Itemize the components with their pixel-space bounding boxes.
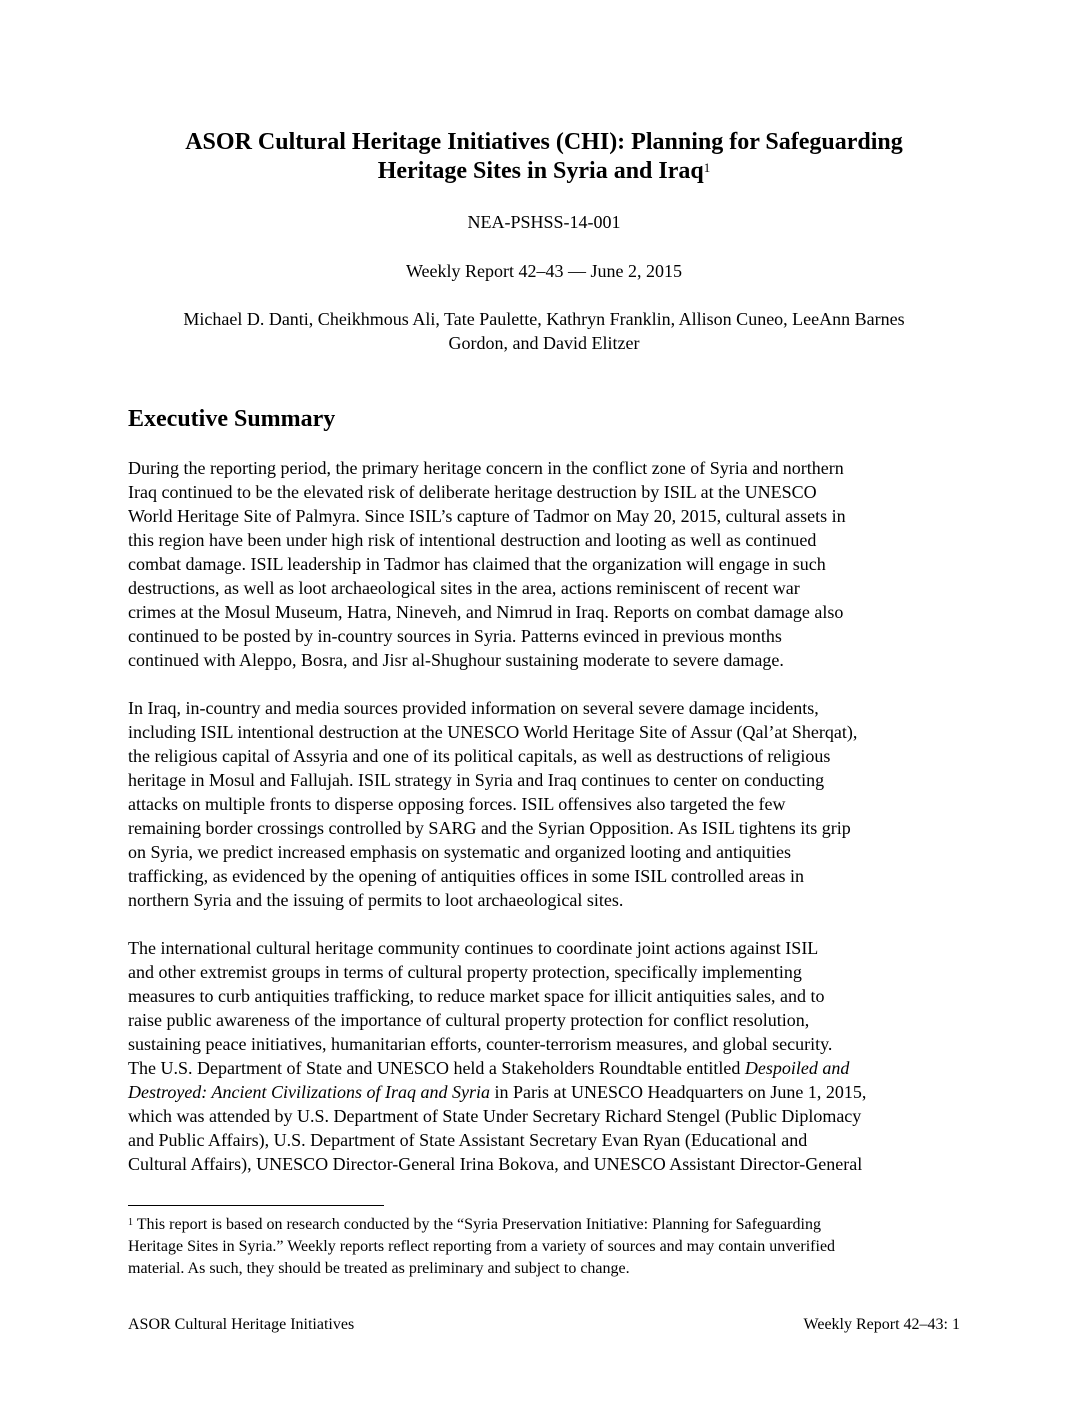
footnote-marker: 1 [128, 1217, 133, 1228]
paragraph-line: During the reporting period, the primary heritage concern in the conflict zone of Syria and northern [128, 458, 844, 478]
paragraph-line: heritage in Mosul and Fallujah. ISIL strategy in Syria and Iraq continues to center on conducting [128, 770, 825, 790]
paragraph-line: crimes at the Mosul Museum, Hatra, Nineveh, and Nimrud in Iraq. Reports on combat damage also [128, 602, 844, 622]
title-line-2 [130, 157, 958, 186]
paragraph-line: The international cultural heritage community continues to coordinate joint actions against ISIL [128, 938, 819, 958]
paragraph-line: raise public awareness of the importance of cultural property protection for conflict resolution, [128, 1010, 810, 1030]
document-title [130, 128, 958, 186]
paragraph-line: sustaining peace initiatives, humanitarian efforts, counter-terrorism measures, and global security. [128, 1034, 833, 1054]
paragraph-line [128, 1056, 960, 1080]
paragraph-line: this region have been under high risk of intentional destruction and looting as well as continued [128, 530, 817, 550]
title-line-1: ASOR Cultural Heritage Initiatives (CHI): Planning for Safeguarding [185, 129, 903, 155]
paragraph-line: continued with Aleppo, Bosra, and Jisr al-Shughour sustaining moderate to severe damage. [128, 650, 784, 670]
footer-page-number: Weekly Report 42–43: 1 [803, 1316, 960, 1333]
paragraph-line: the religious capital of Assyria and one of its political capitals, as well as destructions of religious [128, 746, 831, 766]
paragraph-line: Cultural Affairs), UNESCO Director-General Irina Bokova, and UNESCO Assistant Director-General [128, 1154, 863, 1174]
footnote-line [128, 1214, 960, 1236]
paragraph-line: trafficking, as evidenced by the opening of antiquities offices in some ISIL controlled areas in [128, 866, 804, 886]
report-date-line: Weekly Report 42–43 — June 2, 2015 [405, 261, 682, 281]
paragraph-line: Iraq continued to be the elevated risk of deliberate heritage destruction by ISIL at the UNESCO [128, 482, 817, 502]
paragraph-line: continued to be posted by in-country sources in Syria. Patterns evinced in previous months [128, 626, 782, 646]
paragraph-text: The U.S. Department of State and UNESCO held a Stakeholders Roundtable entitled [128, 1058, 745, 1078]
paragraph-line: and Public Affairs), U.S. Department of State Assistant Secretary Evan Ryan (Educational and [128, 1130, 808, 1150]
paragraph-line: In Iraq, in-country and media sources provided information on several severe damage incidents, [128, 698, 819, 718]
authors-line-2: Gordon, and David Elitzer [448, 333, 640, 353]
paragraph-line: measures to curb antiquities trafficking, to reduce market space for illicit antiquities sales, and to [128, 986, 825, 1006]
footnote-1 [128, 1214, 960, 1280]
paragraph-text: in Paris at UNESCO Headquarters on June 1, 2015, [489, 1082, 867, 1102]
paragraph-1 [128, 456, 960, 672]
paragraph-line: attacks on multiple fronts to disperse opposing forces. ISIL offensives also targeted the few [128, 794, 786, 814]
title-line-2-text: Heritage Sites in Syria and Iraq [377, 158, 704, 184]
paragraph-line: remaining border crossings controlled by SARG and the Syrian Opposition. As ISIL tightens its grip [128, 818, 851, 838]
section-heading-executive-summary: Executive Summary [128, 406, 336, 432]
paragraph-2 [128, 696, 960, 912]
footnote-text: This report is based on research conducted by the “Syria Preservation Initiative: Planning for Safeguarding [133, 1216, 821, 1233]
paragraph-line [128, 1080, 960, 1104]
authors-line-1: Michael D. Danti, Cheikhmous Ali, Tate Paulette, Kathryn Franklin, Allison Cuneo, LeeAnn Barnes [183, 309, 905, 329]
paragraph-line: destructions, as well as loot archaeological sites in the area, actions reminiscent of recent war [128, 578, 800, 598]
footnote-line: Heritage Sites in Syria.” Weekly reports reflect reporting from a variety of sources and may contain unverified [128, 1238, 836, 1255]
footnote-line: material. As such, they should be treated as preliminary and subject to change. [128, 1260, 630, 1277]
footnote-divider [128, 1205, 384, 1206]
footer-organization: ASOR Cultural Heritage Initiatives [128, 1316, 355, 1333]
paragraph-line: combat damage. ISIL leadership in Tadmor has claimed that the organization will engage in such [128, 554, 826, 574]
authors [130, 307, 958, 355]
paragraph-3 [128, 936, 960, 1176]
paragraph-line: including ISIL intentional destruction at the UNESCO World Heritage Site of Assur (Qal’at Sherqat), [128, 722, 858, 742]
paragraph-line: which was attended by U.S. Department of State Under Secretary Richard Stengel (Public Diplomacy [128, 1106, 862, 1126]
title-footnote-ref[interactable]: 1 [703, 160, 711, 175]
event-title-italic: Despoiled and [744, 1058, 850, 1078]
paragraph-line: World Heritage Site of Palmyra. Since ISIL’s capture of Tadmor on May 20, 2015, cultural assets in [128, 506, 846, 526]
paragraph-line: northern Syria and the issuing of permits to loot archaeological sites. [128, 890, 624, 910]
event-title-italic: Destroyed: Ancient Civilizations of Iraq and Syria [128, 1082, 490, 1102]
grant-number: NEA-PSHSS-14-001 [467, 212, 621, 232]
paragraph-line: and other extremist groups in terms of cultural property protection, specifically implementing [128, 962, 802, 982]
paragraph-line: on Syria, we predict increased emphasis on systematic and organized looting and antiquities [128, 842, 791, 862]
